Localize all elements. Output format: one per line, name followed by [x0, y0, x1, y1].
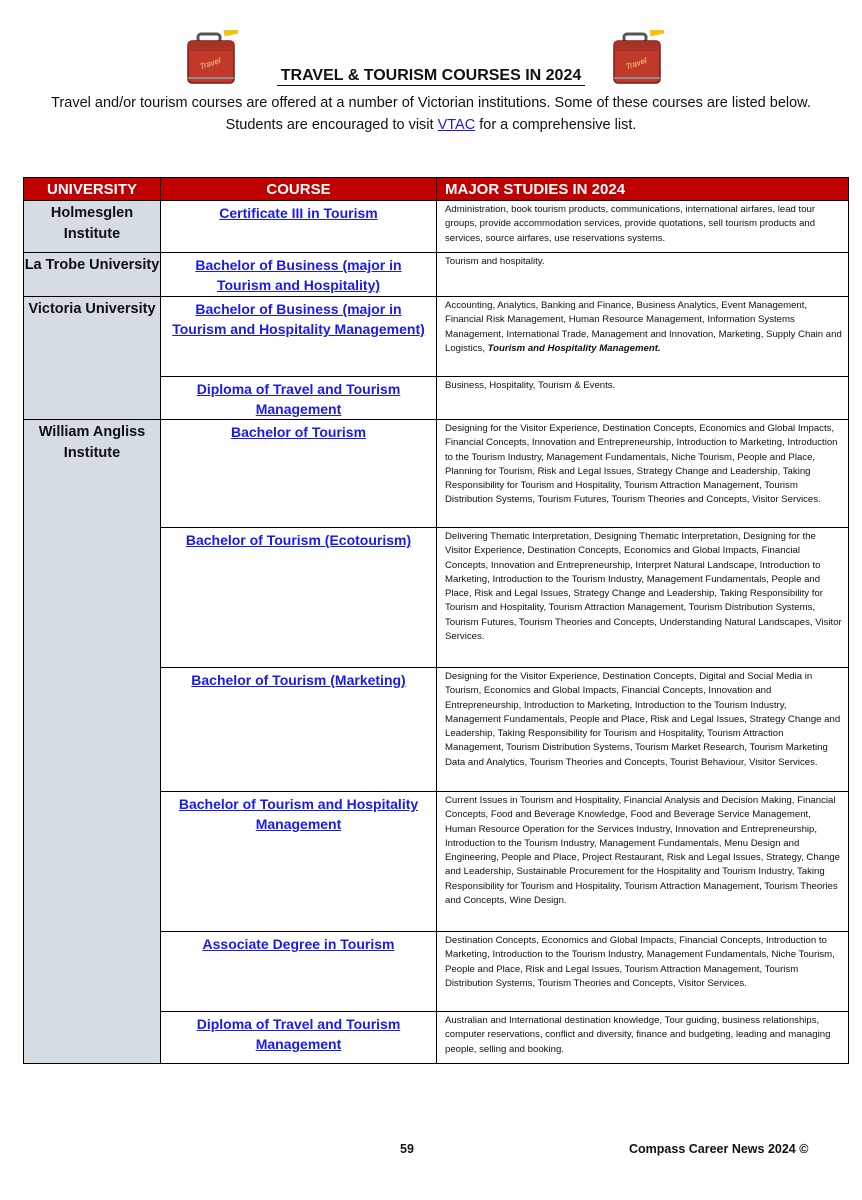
suitcase-label: Travel — [198, 55, 222, 72]
course-cell — [161, 528, 437, 668]
major-studies-cell: Australian and International destination knowledge, Tour guiding, business relationships, computer reservations, conflict and diversity, finance and budgeting, leading and managing people, selling and booking. — [437, 1012, 849, 1064]
course-link[interactable]: Diploma of Travel and Tourism Management — [196, 381, 401, 417]
course-link[interactable]: Certificate III in Tourism — [219, 205, 378, 221]
major-studies-cell: Tourism and hospitality. — [437, 253, 849, 297]
page-title — [0, 67, 862, 85]
course-cell — [161, 253, 437, 297]
course-link[interactable]: Associate Degree in Tourism — [202, 936, 395, 952]
table-row — [24, 297, 849, 377]
vtac-link[interactable]: VTAC — [437, 117, 476, 133]
table-row — [24, 253, 849, 297]
major-studies-cell: Current Issues in Tourism and Hospitality, Financial Analysis and Decision Making, Financial Concepts, Food and Beverage Knowledge, Food and Beverage Service Management, Human Resource Operation for the Services Industry, Innovation and Entrepreneurship, Introduction to the Tourism Industry, Management Fundamentals, Menu Design and Engineering, People and Place, Project Restaurant, Risk and Legal Issues, Strategy, Change and Leadership, Sustainable Procurement for the Hospitality and Tourism Industry, Taking Responsibility for Tourism and Hospitality, Tourism Attraction Management, Tourism Theories and Concepts, Wine Design. — [437, 792, 849, 932]
table-row — [24, 420, 849, 528]
course-link[interactable]: Diploma of Travel and Tourism Management — [196, 1016, 401, 1052]
major-studies-cell: Destination Concepts, Economics and Global Impacts, Financial Concepts, Introduction to Marketing, Introduction to the Tourism Industry, Management Fundamentals, Niche Tourism, People and Place, Risk and Legal Issues, Tourism Attraction Management, Tourism Distribution Systems, Tourism Theories and Concepts, Visitor Services. — [437, 932, 849, 1012]
major-studies-cell: Delivering Thematic Interpretation, Designing Thematic Interpretation, Designing for the Visitor Experience, Destination Concepts, Economics and Global Impacts, Financial Concepts, Innovation and Entrepreneurship, Interpret Natural Landscape, Introduction to Marketing, Introduction to the Tourism Industry, Management Fundamentals, People and Place, Risk and Legal Issues, Strategy Change and Leadership, Taking Responsibility for Tourism and Hospitality, Tourism Attraction Management, Tourism Distribution Systems, Tourism Futures, Tourism Theories and Concepts, Understanding Natural Landscapes, Visitor Services. — [437, 528, 849, 668]
header-course: COURSE — [161, 178, 437, 201]
course-cell — [161, 201, 437, 253]
major-studies-cell: Designing for the Visitor Experience, Destination Concepts, Digital and Social Media in Tourism, Economics and Global Impacts, Financial Concepts, Innovation and Entrepreneurship, Introduction to Marketing, Introduction to the Tourism Industry, Management Fundamentals, People and Place, Risk and Legal Issues, Strategy Change and Leadership, Taking Responsibility for Tourism and Hospitality, Tourism Attraction Management, Tourism Distribution Systems, Tourism Market Research, Tourism Marketing Data and Analytics, Tourism Theories and Concepts, Tourist Behaviour, Visitor Services. — [437, 668, 849, 792]
intro-line-2 — [30, 114, 832, 136]
courses-table — [23, 177, 849, 1064]
intro-suffix: for a comprehensive list. — [475, 117, 637, 133]
major-studies-cell: Administration, book tourism products, communications, international airfares, lead tour groups, provide accommodation services, provide quotations, sell tourism products and services, source airfares, use reservations systems. — [437, 201, 849, 253]
course-cell — [161, 297, 437, 377]
major-studies-cell: Designing for the Visitor Experience, Destination Concepts, Economics and Global Impacts, Financial Concepts, Innovation and Entrepreneurship, Introduction to Marketing, Introduction to the Tourism Industry, Management Fundamentals, Niche Tourism, People and Place, Planning for Tourism, Risk and Legal Issues, Strategy Change and Leadership, Taking Responsibility for Tourism and Hospitality, Tourism Attraction Management, Tourism Distribution Systems, Tourism Futures, Tourism Theories and Concepts, Visitor Services. — [437, 420, 849, 528]
university-cell: Holmesglen Institute — [24, 201, 161, 253]
header-university: UNIVERSITY — [24, 178, 161, 201]
university-cell: Victoria University — [24, 297, 161, 420]
major-studies-emphasis: Tourism and Hospitality Management. — [487, 342, 661, 354]
major-studies-cell: Business, Hospitality, Tourism & Events. — [437, 377, 849, 420]
header-major-studies: MAJOR STUDIES IN 2024 — [437, 178, 849, 201]
major-studies-cell — [437, 297, 849, 377]
course-link[interactable]: Bachelor of Tourism (Ecotourism) — [185, 532, 412, 548]
university-cell: La Trobe University — [24, 253, 161, 297]
course-link[interactable]: Bachelor of Tourism and Hospitality Management — [178, 796, 419, 832]
bottom-rule — [23, 1063, 848, 1064]
course-link[interactable]: Bachelor of Tourism — [230, 424, 367, 440]
intro-prefix: Students are encouraged to visit — [225, 117, 438, 133]
course-link[interactable]: Bachelor of Business (major in Tourism and Hospitality) — [195, 257, 402, 293]
university-cell: William Angliss Institute — [24, 420, 161, 1064]
course-cell — [161, 420, 437, 528]
intro-paragraph — [30, 92, 832, 136]
course-cell — [161, 377, 437, 420]
course-link[interactable]: Bachelor of Tourism (Marketing) — [191, 672, 406, 688]
suitcase-label: Travel — [624, 55, 648, 72]
table-row — [24, 201, 849, 253]
page-title-text: TRAVEL & TOURISM COURSES IN 2024 — [277, 67, 586, 86]
course-link[interactable]: Bachelor of Business (major in Tourism and Hospitality Management) — [172, 301, 425, 337]
course-cell — [161, 668, 437, 792]
major-studies-text: Accounting, Analytics, Banking and Finance, Business Analytics, Event Management, Financial Risk Management, Human Resource Management, Information Systems Management, International Trade, Management and Innovation, Marketing, Supply Chain and Logistics, — [445, 300, 842, 354]
course-cell — [161, 932, 437, 1012]
page-number: 59 — [400, 1142, 414, 1156]
intro-line-1: Travel and/or tourism courses are offered at a number of Victorian institutions. Some of these courses are listed below. — [51, 95, 811, 111]
table-header-row — [24, 178, 849, 201]
course-cell — [161, 792, 437, 932]
course-cell — [161, 1012, 437, 1064]
footer-credit: Compass Career News 2024 © — [629, 1142, 809, 1156]
